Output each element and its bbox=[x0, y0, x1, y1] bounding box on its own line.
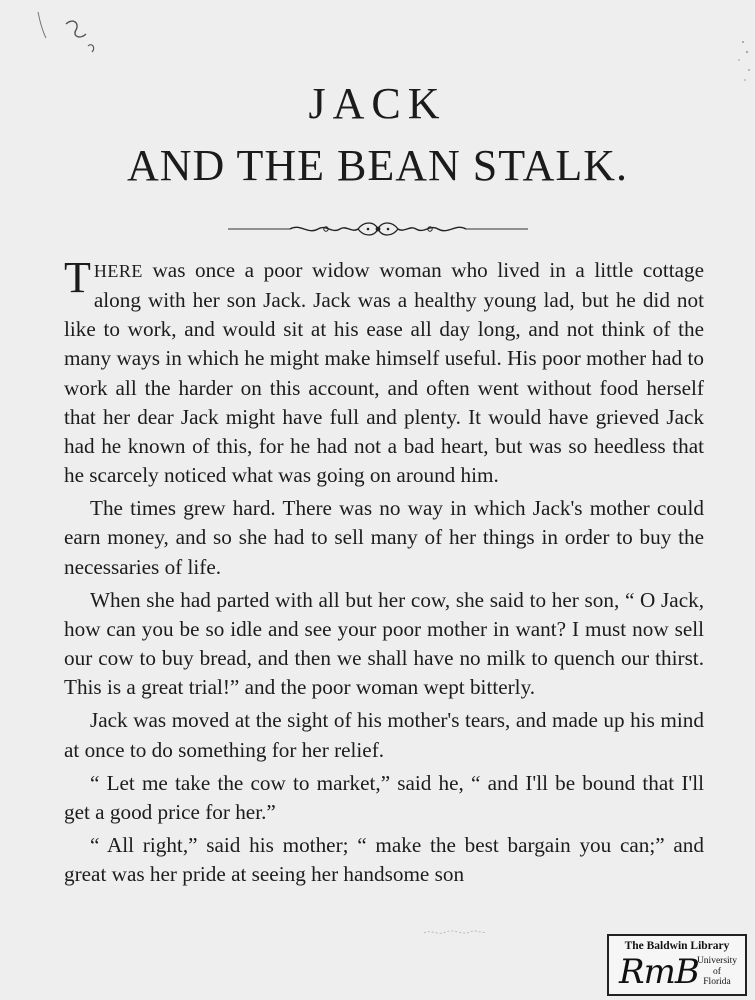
title-line-2: AND THE BEAN STALK. bbox=[126, 141, 629, 190]
title-line-1: JACK bbox=[308, 79, 447, 128]
paragraph-1 bbox=[64, 253, 704, 490]
story-text bbox=[64, 253, 704, 893]
faint-ink-mark bbox=[420, 924, 490, 940]
paragraph-3: When she had parted with all but her cow, she said to her son, “ O Jack, how can you be so idle and see your poor mother in want? I must now sell our cow to buy bread, and then we shall have no milk to quench our thirst. This is a great trial!” and the poor woman wept bitterly. bbox=[64, 587, 704, 700]
pencil-mark-decoration bbox=[30, 8, 110, 58]
paragraph-2: The times grew hard. There was no way in which Jack's mother could earn money, and so she had to sell many of her things in order to buy the necessaries of life. bbox=[64, 496, 704, 579]
paragraph-5: “ Let me take the cow to market,” said he, “ and I'll be bound that I'll get a good price for her.” bbox=[64, 770, 704, 824]
ornament-divider bbox=[228, 219, 528, 239]
library-stamp bbox=[607, 934, 747, 996]
first-word: HERE bbox=[93, 261, 143, 281]
stamp-university-line1: University bbox=[696, 956, 738, 966]
drop-cap: T bbox=[64, 253, 91, 302]
stamp-university-line3: Florida bbox=[703, 977, 731, 987]
paragraph-6: “ All right,” said his mother; “ make the best bargain you can;” and great was her pride at seeing her handsome son bbox=[64, 832, 704, 887]
paragraph-4: Jack was moved at the sight of his mother's tears, and made up his mind at once to do something for her relief. bbox=[64, 708, 704, 762]
paragraph-1-text: was once a poor widow woman who lived in a little cottage along with her son Jack. Jack was a healthy young lad, but he did not like to work, and would sit at his ease all day long, and not think of the many ways in which he might make himself useful. His poor mother had to work all the harder on this account, and often went without food herself that her dear Jack might have full and plenty. It would have grieved Jack had he known of this, for he had not a bad heart, but was so heedless that he scarcely noticed what was going on around him. bbox=[64, 258, 704, 488]
stamp-logo: RmB bbox=[619, 952, 699, 992]
stamp-library-name: The Baldwin Library bbox=[624, 940, 730, 952]
stamp-university-line2: of bbox=[713, 966, 721, 977]
stamp-university bbox=[694, 956, 740, 988]
